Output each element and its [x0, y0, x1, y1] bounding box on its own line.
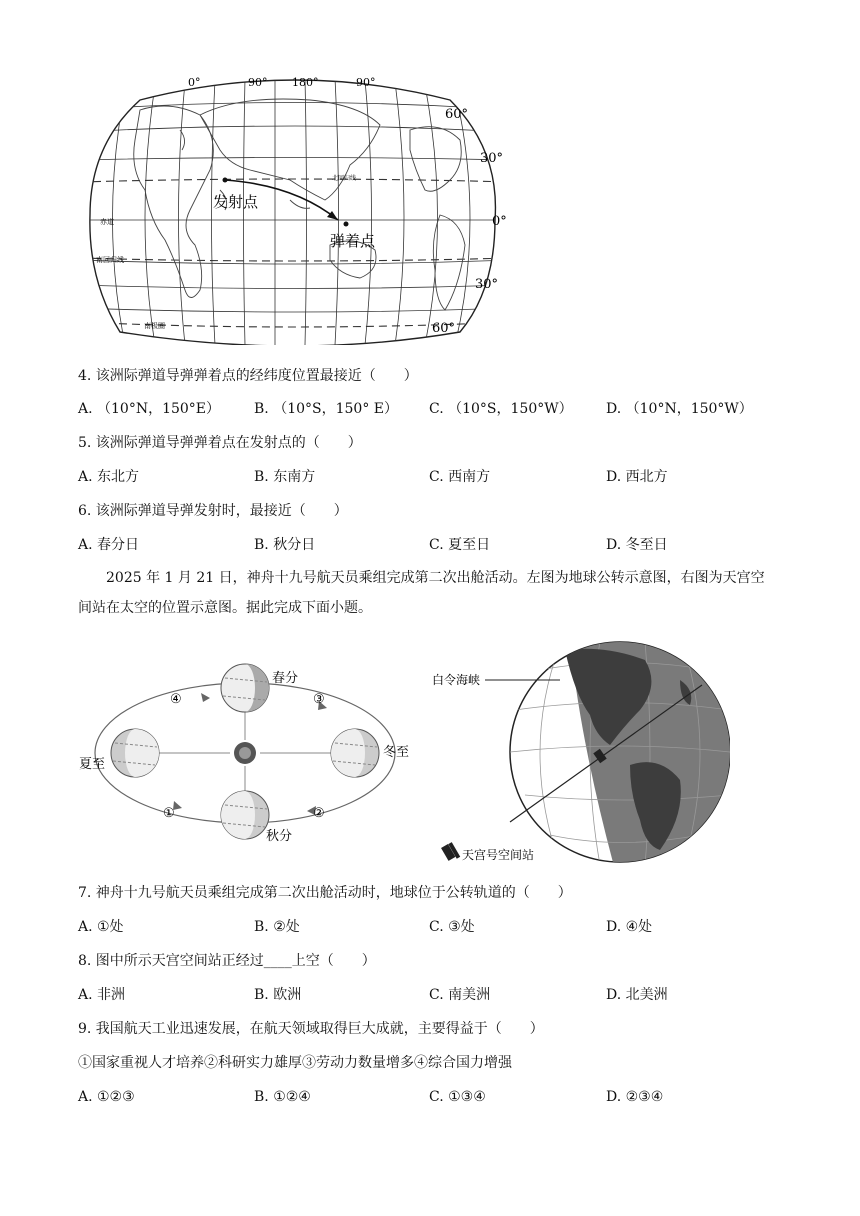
- q6-option-a[interactable]: A. 春分日: [78, 537, 140, 553]
- question-9-stem: 9. 我国航天工业迅速发展，在航天领域取得巨大成就，主要得益于（ ）: [78, 1021, 544, 1037]
- launch-point-label: 发射点: [213, 193, 259, 211]
- winter-label: 冬至: [383, 745, 410, 760]
- world-map-figure: [80, 70, 510, 345]
- impact-point-label: 弹着点: [330, 232, 376, 250]
- lat-label: 60°: [445, 107, 469, 122]
- q4-option-b[interactable]: B. （10°S，150° E）: [254, 401, 398, 417]
- q7-option-b[interactable]: B. ②处: [254, 919, 300, 935]
- lon-label: 90°: [248, 76, 268, 89]
- marker-4: ④: [170, 692, 182, 707]
- q4-option-a[interactable]: A. （10°N，150°E）: [78, 401, 221, 417]
- lat-label: 60°: [432, 321, 456, 336]
- antarctic-label: 南极圈: [144, 322, 165, 330]
- autumn-label: 秋分: [266, 829, 293, 844]
- question-7-stem: 7. 神舟十九号航天员乘组完成第二次出舱活动时，地球位于公转轨道的（ ）: [78, 885, 572, 901]
- q6-option-b[interactable]: B. 秋分日: [254, 537, 316, 553]
- q5-option-a[interactable]: A. 东北方: [78, 469, 140, 485]
- orbit-diagram: [75, 660, 415, 850]
- earth-spring: [221, 664, 269, 712]
- q9-option-c[interactable]: C. ①③④: [429, 1089, 486, 1105]
- globe-diagram: [430, 640, 730, 870]
- lat-label: 30°: [475, 277, 499, 292]
- question-4-stem: 4. 该洲际弹道导弹弹着点的经纬度位置最接近（ ）: [78, 368, 418, 384]
- spring-label: 春分: [272, 671, 299, 686]
- q5-option-d[interactable]: D. 西北方: [606, 469, 668, 485]
- q4-option-d[interactable]: D. （10°N，150°W）: [606, 401, 753, 417]
- lon-label: 90°: [356, 76, 376, 89]
- bering-strait-label: 白令海峡: [432, 673, 481, 687]
- tropic-s-label: 南回归线: [96, 256, 124, 264]
- lon-label: 0°: [188, 76, 201, 89]
- lon-label: 180°: [292, 76, 319, 89]
- question-9-statements: ①国家重视人才培养②科研实力雄厚③劳动力数量增多④综合国力增强: [78, 1055, 512, 1071]
- q9-option-a[interactable]: A. ①②③: [78, 1089, 135, 1105]
- earth-autumn: [221, 791, 269, 839]
- lat-label: 0°: [492, 214, 507, 229]
- question-5-stem: 5. 该洲际弹道导弹弹着点在发射点的（ ）: [78, 435, 362, 451]
- earth-summer: [111, 729, 159, 777]
- q7-option-d[interactable]: D. ④处: [606, 919, 653, 935]
- summer-label: 夏至: [79, 757, 106, 772]
- q8-option-d[interactable]: D. 北美洲: [606, 987, 668, 1003]
- q7-option-a[interactable]: A. ①处: [78, 919, 124, 935]
- marker-3: ③: [313, 692, 325, 707]
- earth-winter: [331, 729, 379, 777]
- q8-option-b[interactable]: B. 欧洲: [254, 987, 302, 1003]
- tropic-n-label: 北回归线: [332, 175, 357, 182]
- q7-option-c[interactable]: C. ③处: [429, 919, 475, 935]
- question-6-stem: 6. 该洲际弹道导弹发射时，最接近（ ）: [78, 503, 348, 519]
- q8-option-c[interactable]: C. 南美洲: [429, 987, 491, 1003]
- space-station-legend-label: 天宫号空间站: [462, 848, 535, 862]
- q5-option-b[interactable]: B. 东南方: [254, 469, 316, 485]
- q9-option-d[interactable]: D. ②③④: [606, 1089, 664, 1105]
- marker-1: ①: [163, 806, 175, 821]
- equator-label: 赤道: [100, 218, 114, 226]
- question-8-stem: 8. 图中所示天宫空间站正经过____上空（ ）: [78, 953, 376, 969]
- q6-option-d[interactable]: D. 冬至日: [606, 537, 668, 553]
- q9-option-b[interactable]: B. ①②④: [254, 1089, 311, 1105]
- q8-option-a[interactable]: A. 非洲: [78, 987, 126, 1003]
- q6-option-c[interactable]: C. 夏至日: [429, 537, 491, 553]
- q4-option-c[interactable]: C. （10°S，150°W）: [429, 401, 573, 417]
- lat-label: 30°: [480, 151, 504, 166]
- sun-icon: [234, 742, 256, 764]
- q5-option-c[interactable]: C. 西南方: [429, 469, 491, 485]
- marker-2: ②: [313, 806, 325, 821]
- space-station-legend-icon: [441, 842, 460, 861]
- intro-paragraph: 2025 年 1 月 21 日，神舟十九号航天员乘组完成第二次出舱活动。左图为地球公转示意图，右图为天宫空间站在太空的位置示意图。据此完成下面小题。: [78, 570, 765, 616]
